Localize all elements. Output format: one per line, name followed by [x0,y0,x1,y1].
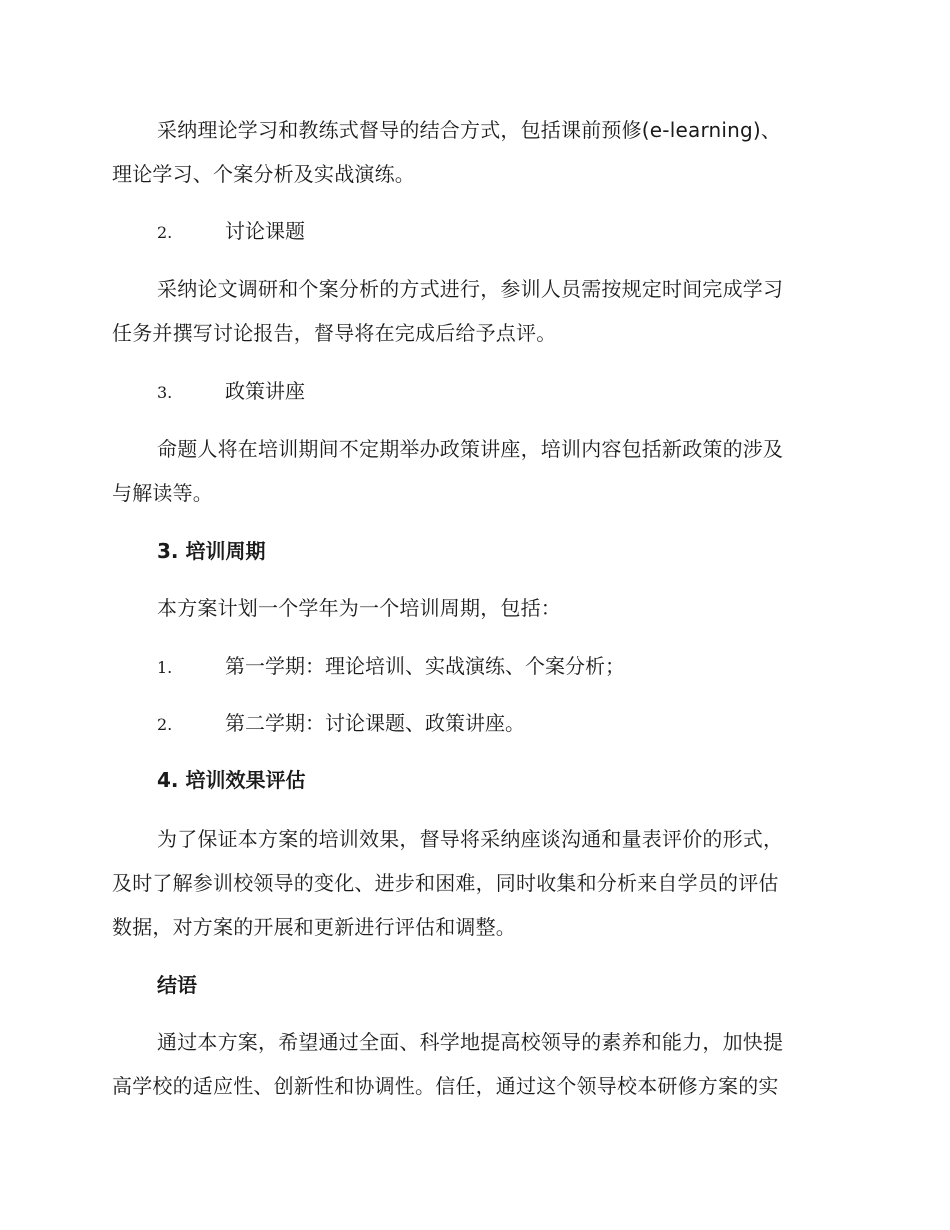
list-item-text: 第二学期：讨论课题、政策讲座。 [225,711,525,735]
paragraph-line: 与解读等。 [112,481,213,505]
list-item-text: 讨论课题 [225,219,305,243]
paragraph-line: 及时了解参训校领导的变化、进步和困难，同时收集和分析来自学员的评估 [112,871,779,895]
paragraph-line: 高学校的适应性、创新性和协调性。信任，通过这个领导校本研修方案的实 [112,1074,779,1098]
paragraph-line: 数据，对方案的开展和更新进行评估和调整。 [112,915,516,939]
list-item [157,652,625,682]
list-item-text: 第一学期：理论培训、实战演练、个案分析； [225,654,625,678]
section-heading: 3. 培训周期 [157,539,266,563]
paragraph-line: 理论学习、个案分析及实战演练。 [112,162,415,186]
list-item [157,709,525,739]
list-item-text: 政策讲座 [225,379,305,403]
paragraph-line: 采纳理论学习和教练式督导的结合方式，包括课前预修(e-learning)、 [157,118,782,142]
section-heading: 4. 培训效果评估 [157,768,306,792]
list-item [157,217,305,247]
paragraph-line: 为了保证本方案的培训效果，督导将采纳座谈沟通和量表评价的形式， [157,827,784,851]
paragraph-line: 命题人将在培训期间不定期举办政策讲座，培训内容包括新政策的涉及 [157,437,784,461]
paragraph-line: 通过本方案，希望通过全面、科学地提高校领导的素养和能力，加快提 [157,1030,784,1054]
list-item [157,377,305,407]
list-item-number: 2. [157,223,173,242]
paragraph-line: 采纳论文调研和个案分析的方式进行，参训人员需按规定时间完成学习 [157,277,784,301]
list-item-number: 1. [157,658,173,677]
paragraph-line: 本方案计划一个学年为一个培训周期，包括： [157,596,561,620]
section-heading: 结语 [157,973,197,997]
list-item-number: 3. [157,383,173,402]
list-item-number: 2. [157,715,173,734]
paragraph-line: 任务并撰写讨论报告，督导将在完成后给予点评。 [112,321,557,345]
